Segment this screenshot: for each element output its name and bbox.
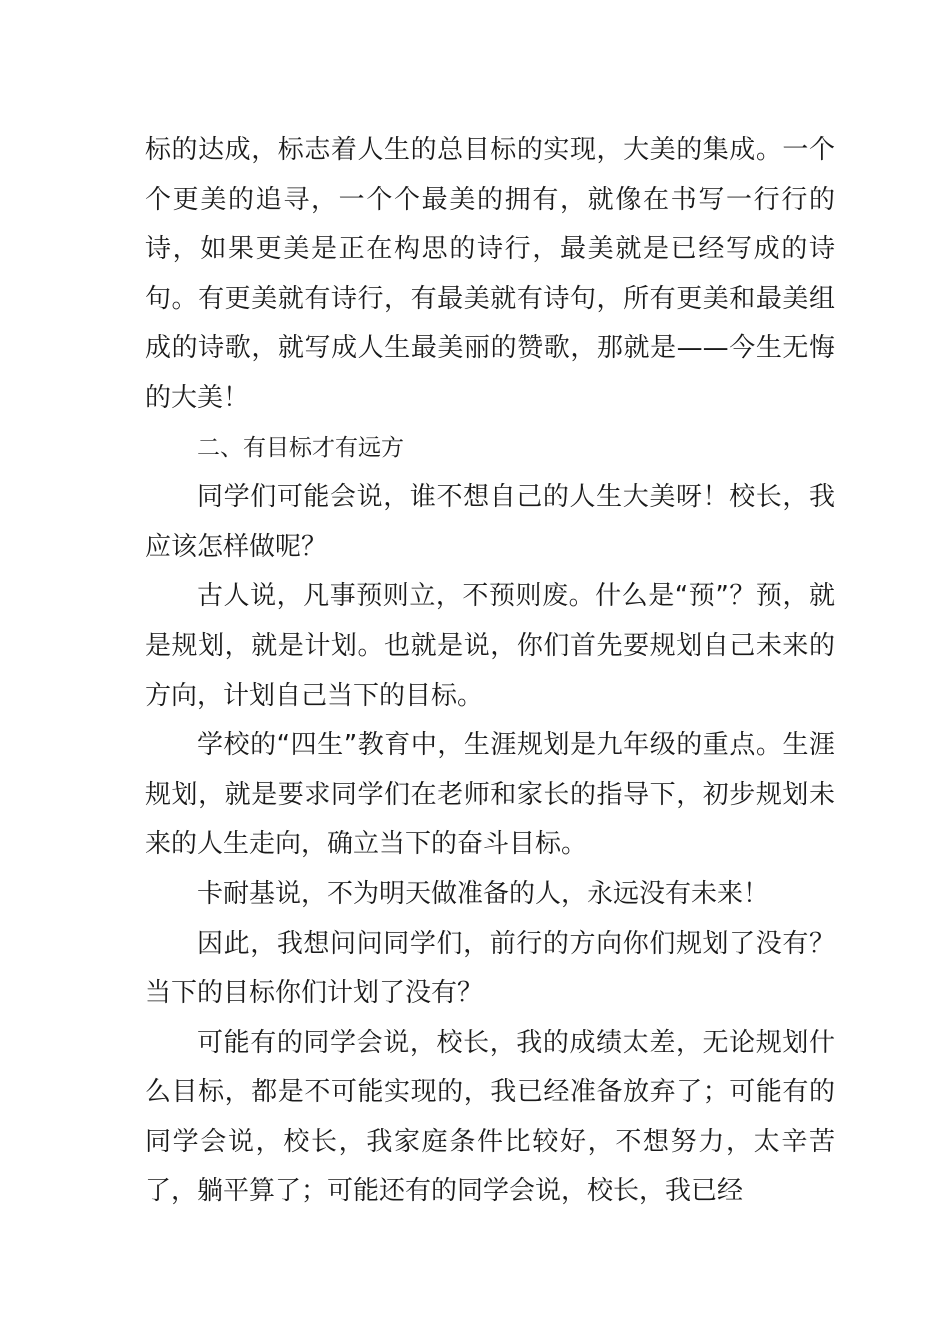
paragraph: 同学们可能会说，谁不想自己的人生大美呀！校长，我应该怎样做呢？: [145, 482, 835, 562]
paragraph: 可能有的同学会说，校长，我的成绩太差，无论规划什么目标，都是不可能实现的，我已经准备放弃了；可能有的同学会说，校长，我家庭条件比较好，不想努力，太辛苦了，躺平算了；可能还有的同学会说，校长，我已经: [145, 1027, 835, 1207]
paragraph: 学校的“四生”教育中，生涯规划是九年级的重点。生涯规划，就是要求同学们在老师和家长的指导下，初步规划未来的人生走向，确立当下的奋斗目标。: [145, 730, 835, 860]
paragraph-continuation: 标的达成，标志着人生的总目标的实现，大美的集成。一个个更美的追寻，一个个最美的拥有，就像在书写一行行的诗，如果更美是正在构思的诗行，最美就是已经写成的诗句。有更美就有诗行，有最美就有诗句，所有更美和最美组成的诗歌，就写成人生最美丽的赞歌，那就是——今生无悔的大美！: [145, 135, 835, 413]
paragraph: 古人说，凡事预则立，不预则废。什么是“预”？预，就是规划，就是计划。也就是说，你们首先要规划自己未来的方向，计划自己当下的目标。: [145, 581, 835, 711]
section-heading: 二、有目标才有远方: [197, 434, 404, 461]
paragraph: 卡耐基说，不为明天做准备的人，永远没有未来！: [197, 878, 770, 909]
paragraph: 因此，我想问问同学们，前行的方向你们规划了没有？当下的目标你们计划了没有？: [145, 928, 835, 1009]
document-body: [145, 126, 835, 1217]
